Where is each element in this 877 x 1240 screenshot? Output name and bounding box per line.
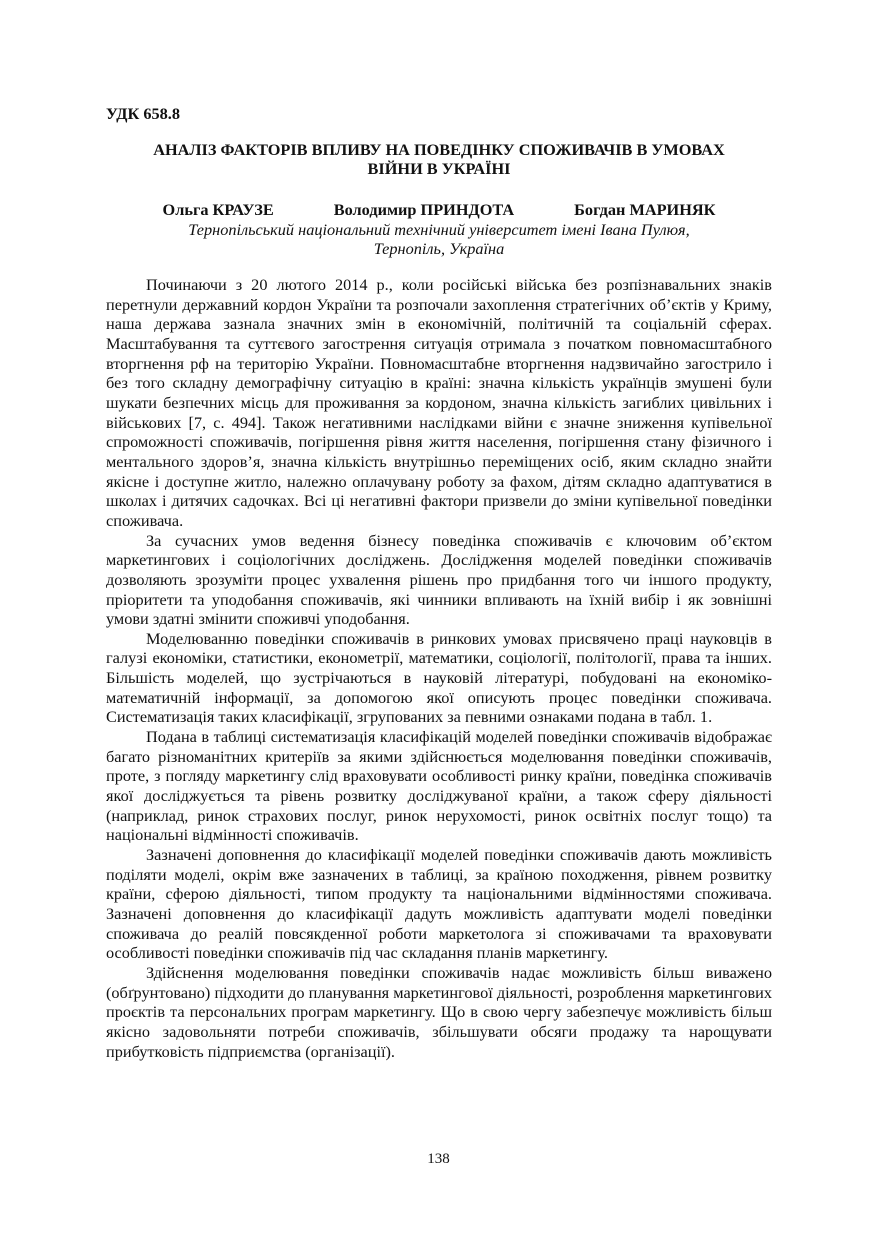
author-name: Богдан МАРИНЯК bbox=[574, 200, 716, 219]
affiliation-line-1: Тернопільський національний технічний університет імені Івана Пулюя, bbox=[188, 220, 690, 239]
body-paragraph: Здійснення моделювання поведінки споживачів надає можливість більш виважено (обґрунтовано) підходити до планування маркетингової діяльності, розроблення маркетингових проєктів та персональних програм маркетингу. Що в свою чергу забезпечує можливість більш якісно задовольняти потреби споживачів, збільшувати обсяги продажу та нарощувати прибутковість підприємства (організації). bbox=[106, 962, 772, 1061]
body-paragraph: Починаючи з 20 лютого 2014 р., коли російські війська без розпізнавальних знаків перетнули державний кордон України та розпочали захоплення стратегічних об’єктів у Криму, наша держава зазнала значних змін в економічній, політичній та соціальній сферах. Масштабування та суттєвого загострення ситуація отримала з початком повномасштабного вторгнення рф на територію України. Повномасштабне вторгнення надзвичайно загострило і без того складну демографічну ситуацію в країні: значна кількість українців змушені були шукати безпечних місць для проживання за кордоном, значна кількість загиблих цивільних і військових [7, с. 494]. Також негативними наслідками війни є значне зниження купівельної спроможності споживачів, погіршення рівня життя населення, погіршення стану фізичного і ментального здоров’я, значна кількість внутрішньо переміщених осіб, яким складно знайти якісне і доступне житло, належно оплачувану роботу за фахом, дітям складно адаптуватися в школах і дитячих садочках. Всі ці негативні фактори призвели до зміни купівельної поведінки споживача. bbox=[106, 275, 772, 530]
body-paragraph: Зазначені доповнення до класифікації моделей поведінки споживачів дають можливість поділяти моделі, окрім вже зазначених в таблиці, за країною походження, рівнем розвитку країни, сферою діяльності, типом продукту та національними відмінностями споживача. Зазначені доповнення до класифікації дадуть можливість адаптувати моделі поведінки споживача до реалій повсякденної роботи маркетолога зі споживачами та враховувати особливості поведінки споживачів під час складання планів маркетингу. bbox=[106, 845, 772, 963]
paper-page bbox=[106, 104, 772, 1061]
author-list bbox=[106, 200, 772, 219]
udk-code: УДК 658.8 bbox=[106, 104, 181, 123]
body-paragraph: За сучасних умов ведення бізнесу поведінка споживачів є ключовим об’єктом маркетингових і соціологічних досліджень. Дослідження моделей поведінки споживачів дозволяють зрозуміти процес ухвалення рішень про придбання того чи іншого продукту, пріоритети та уподобання споживачів, які чинники впливають на їхній вибір і як зовнішні умови здатні змінити споживчі уподобання. bbox=[106, 530, 772, 629]
body-paragraph: Подана в таблиці систематизація класифікацій моделей поведінки споживачів відображає багато різноманітних критеріїв за якими здійснюється моделювання поведінки споживачів, проте, з погляду маркетингу слід враховувати особливості ринку країни, поведінка споживачів якої досліджується та рівень розвитку досліджуваної країни, а також сферу діяльності (наприклад, ринок страхових послуг, ринок нерухомості, ринок освітніх послуг тощо) та національні відмінності споживачів. bbox=[106, 727, 772, 845]
affiliation-line-2: Тернопіль, Україна bbox=[373, 239, 505, 258]
body-paragraph: Моделюванню поведінки споживачів в ринкових умовах присвячено праці науковців в галузі економіки, статистики, економетрії, математики, соціології, політології, права та інших. Більшість моделей, що зустрічаються в науковій літературі, побудовані на економіко-математичній інформації, за допомогою якої описують процес поведінки споживача. Систематизація таких класифікації, згрупованих за певними ознаками подана в табл. 1. bbox=[106, 628, 772, 727]
author-name: Володимир ПРИНДОТА bbox=[333, 200, 515, 219]
paper-title-line-2: ВІЙНИ В УКРАЇНІ bbox=[367, 159, 511, 178]
body-text bbox=[106, 275, 772, 1061]
paper-title bbox=[106, 140, 772, 178]
paper-title-line-1: АНАЛІЗ ФАКТОРІВ ВПЛИВУ НА ПОВЕДІНКУ СПОЖИВАЧІВ В УМОВАХ bbox=[153, 140, 725, 159]
page-number: 138 bbox=[427, 1151, 450, 1167]
affiliation bbox=[106, 220, 772, 258]
author-name: Ольга КРАУЗЕ bbox=[162, 200, 274, 219]
